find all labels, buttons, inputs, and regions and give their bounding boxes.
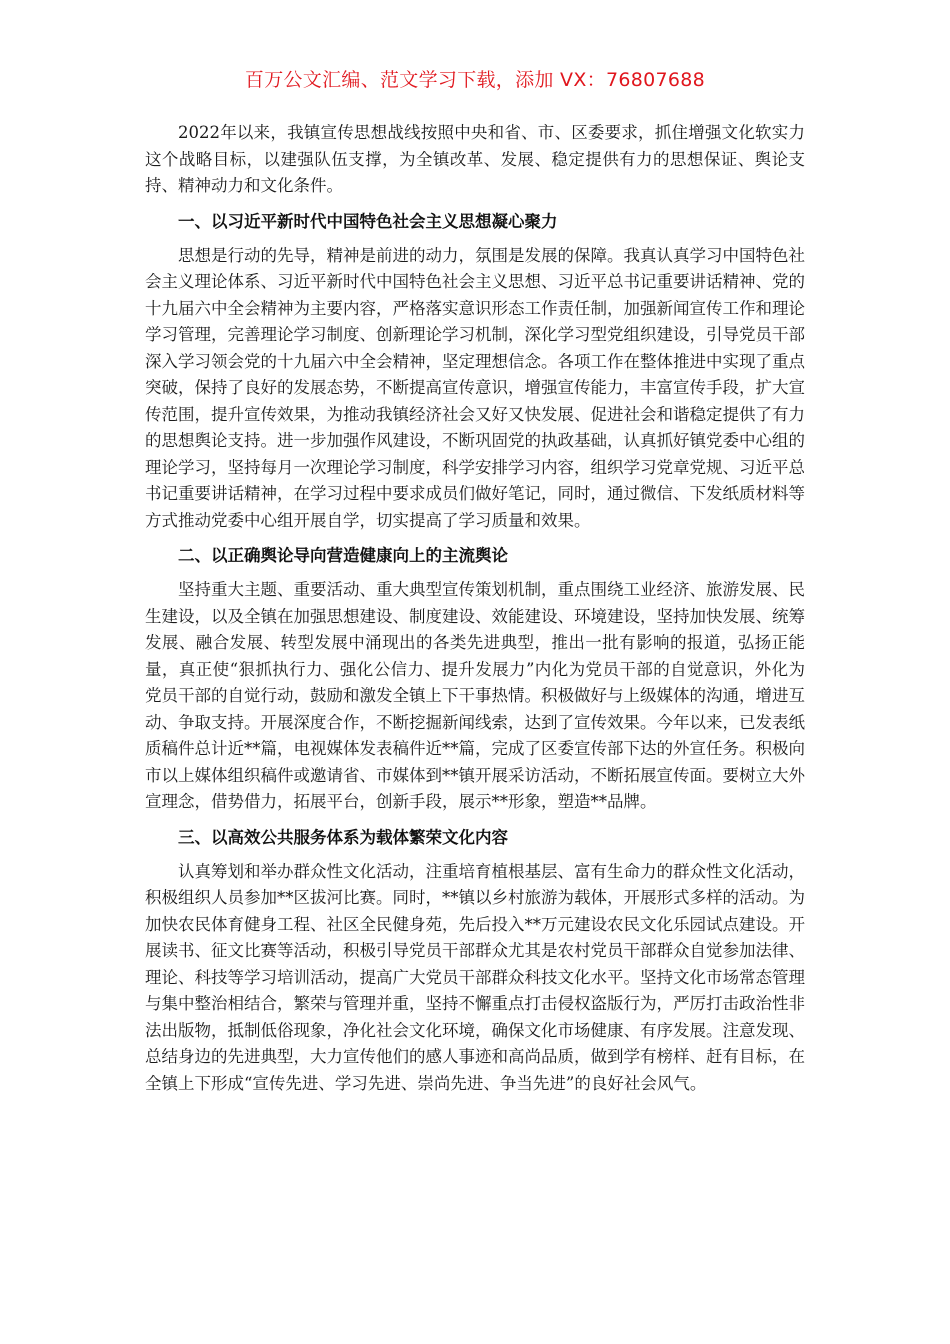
- section-1-paragraph: 思想是行动的先导，精神是前进的动力，氛围是发展的保障。我真认真学习中国特色社会主义理论体系、习近平新时代中国特色社会主义思想、习近平总书记重要讲话精神、党的十九届六中全会精神为主要内容，严格落实意识形态工作责任制，加强新闻宣传工作和理论学习管理，完善理论学习制度、创新理论学习机制，深化学习型党组织建设，引导党员干部深入学习领会党的十九届六中全会精神，坚定理想信念。各项工作在整体推进中实现了重点突破，保持了良好的发展态势，不断提高宣传意识，增强宣传能力，丰富宣传手段，扩大宣传范围，提升宣传效果，为推动我镇经济社会又好又快发展、促进社会和谐稳定提供了有力的思想舆论支持。进一步加强作风建设，不断巩固党的执政基础，认真抓好镇党委中心组的理论学习，坚持每月一次理论学习制度，科学安排学习内容，组织学习党章党规、习近平总书记重要讲话精神，在学习过程中要求成员们做好笔记，同时，通过微信、下发纸质材料等方式推动党委中心组开展自学，切实提高了学习质量和效果。: [145, 245, 805, 530]
- watermark-banner: 百万公文汇编、范文学习下载，添加 VX：76807688: [244, 69, 706, 91]
- document-body: [145, 120, 805, 1097]
- section-2-heading: 二、以正确舆论导向营造健康向上的主流舆论: [178, 546, 508, 565]
- section-3-paragraph: 认真筹划和举办群众性文化活动，注重培育植根基层、富有生命力的群众性文化活动，积极组织人员参加**区拔河比赛。同时，**镇以乡村旅游为载体，开展形式多样的活动。为加快农民体育健身工程、社区全民健身苑，先后投入**万元建设农民文化乐园试点建设。开展读书、征文比赛等活动，积极引导党员干部群众尤其是农村党员干部群众自觉参加法律、理论、科技等学习培训活动，提高广大党员干部群众科技文化水平。坚持文化市场常态管理与集中整治相结合，繁荣与管理并重，坚持不懈重点打击侵权盗版行为，严厉打击政治性非法出版物，抵制低俗现象，净化社会文化环境，确保文化市场健康、有序发展。注意发现、总结身边的先进典型，大力宣传他们的感人事迹和高尚品质，做到学有榜样、赶有目标，在全镇上下形成“宣传先进、学习先进、崇尚先进、争当先进”的良好社会风气。: [145, 861, 805, 1093]
- section-2-paragraph: 坚持重大主题、重要活动、重大典型宣传策划机制，重点围绕工业经济、旅游发展、民生建设，以及全镇在加强思想建设、制度建设、效能建设、环境建设，坚持加快发展、统筹发展、融合发展、转型发展中涌现出的各类先进典型，推出一批有影响的报道，弘扬正能量，真正使“狠抓执行力、强化公信力、提升发展力”内化为党员干部的自觉意识，外化为党员干部的自觉行动，鼓励和激发全镇上下干事热情。积极做好与上级媒体的沟通，增进互动、争取支持。开展深度合作，不断挖掘新闻线索，达到了宣传效果。今年以来，已发表纸质稿件总计近**篇，电视媒体发表稿件近**篇，完成了区委宣传部下达的外宣任务。积极向市以上媒体组织稿件或邀请省、市媒体到**镇开展采访活动，不断拓展宣传面。要树立大外宣理念，借势借力，拓展平台，创新手段，展示**形象，塑造**品牌。: [145, 580, 805, 811]
- intro-paragraph: 2022年以来，我镇宣传思想战线按照中央和省、市、区委要求，抓住增强文化软实力这个战略目标，以建强队伍支撑，为全镇改革、发展、稳定提供有力的思想保证、舆论支持、精神动力和文化条件。: [145, 123, 805, 195]
- section-1-heading: 一、以习近平新时代中国特色社会主义思想凝心聚力: [178, 211, 558, 231]
- section-3-heading: 三、以高效公共服务体系为载体繁荣文化内容: [178, 827, 508, 847]
